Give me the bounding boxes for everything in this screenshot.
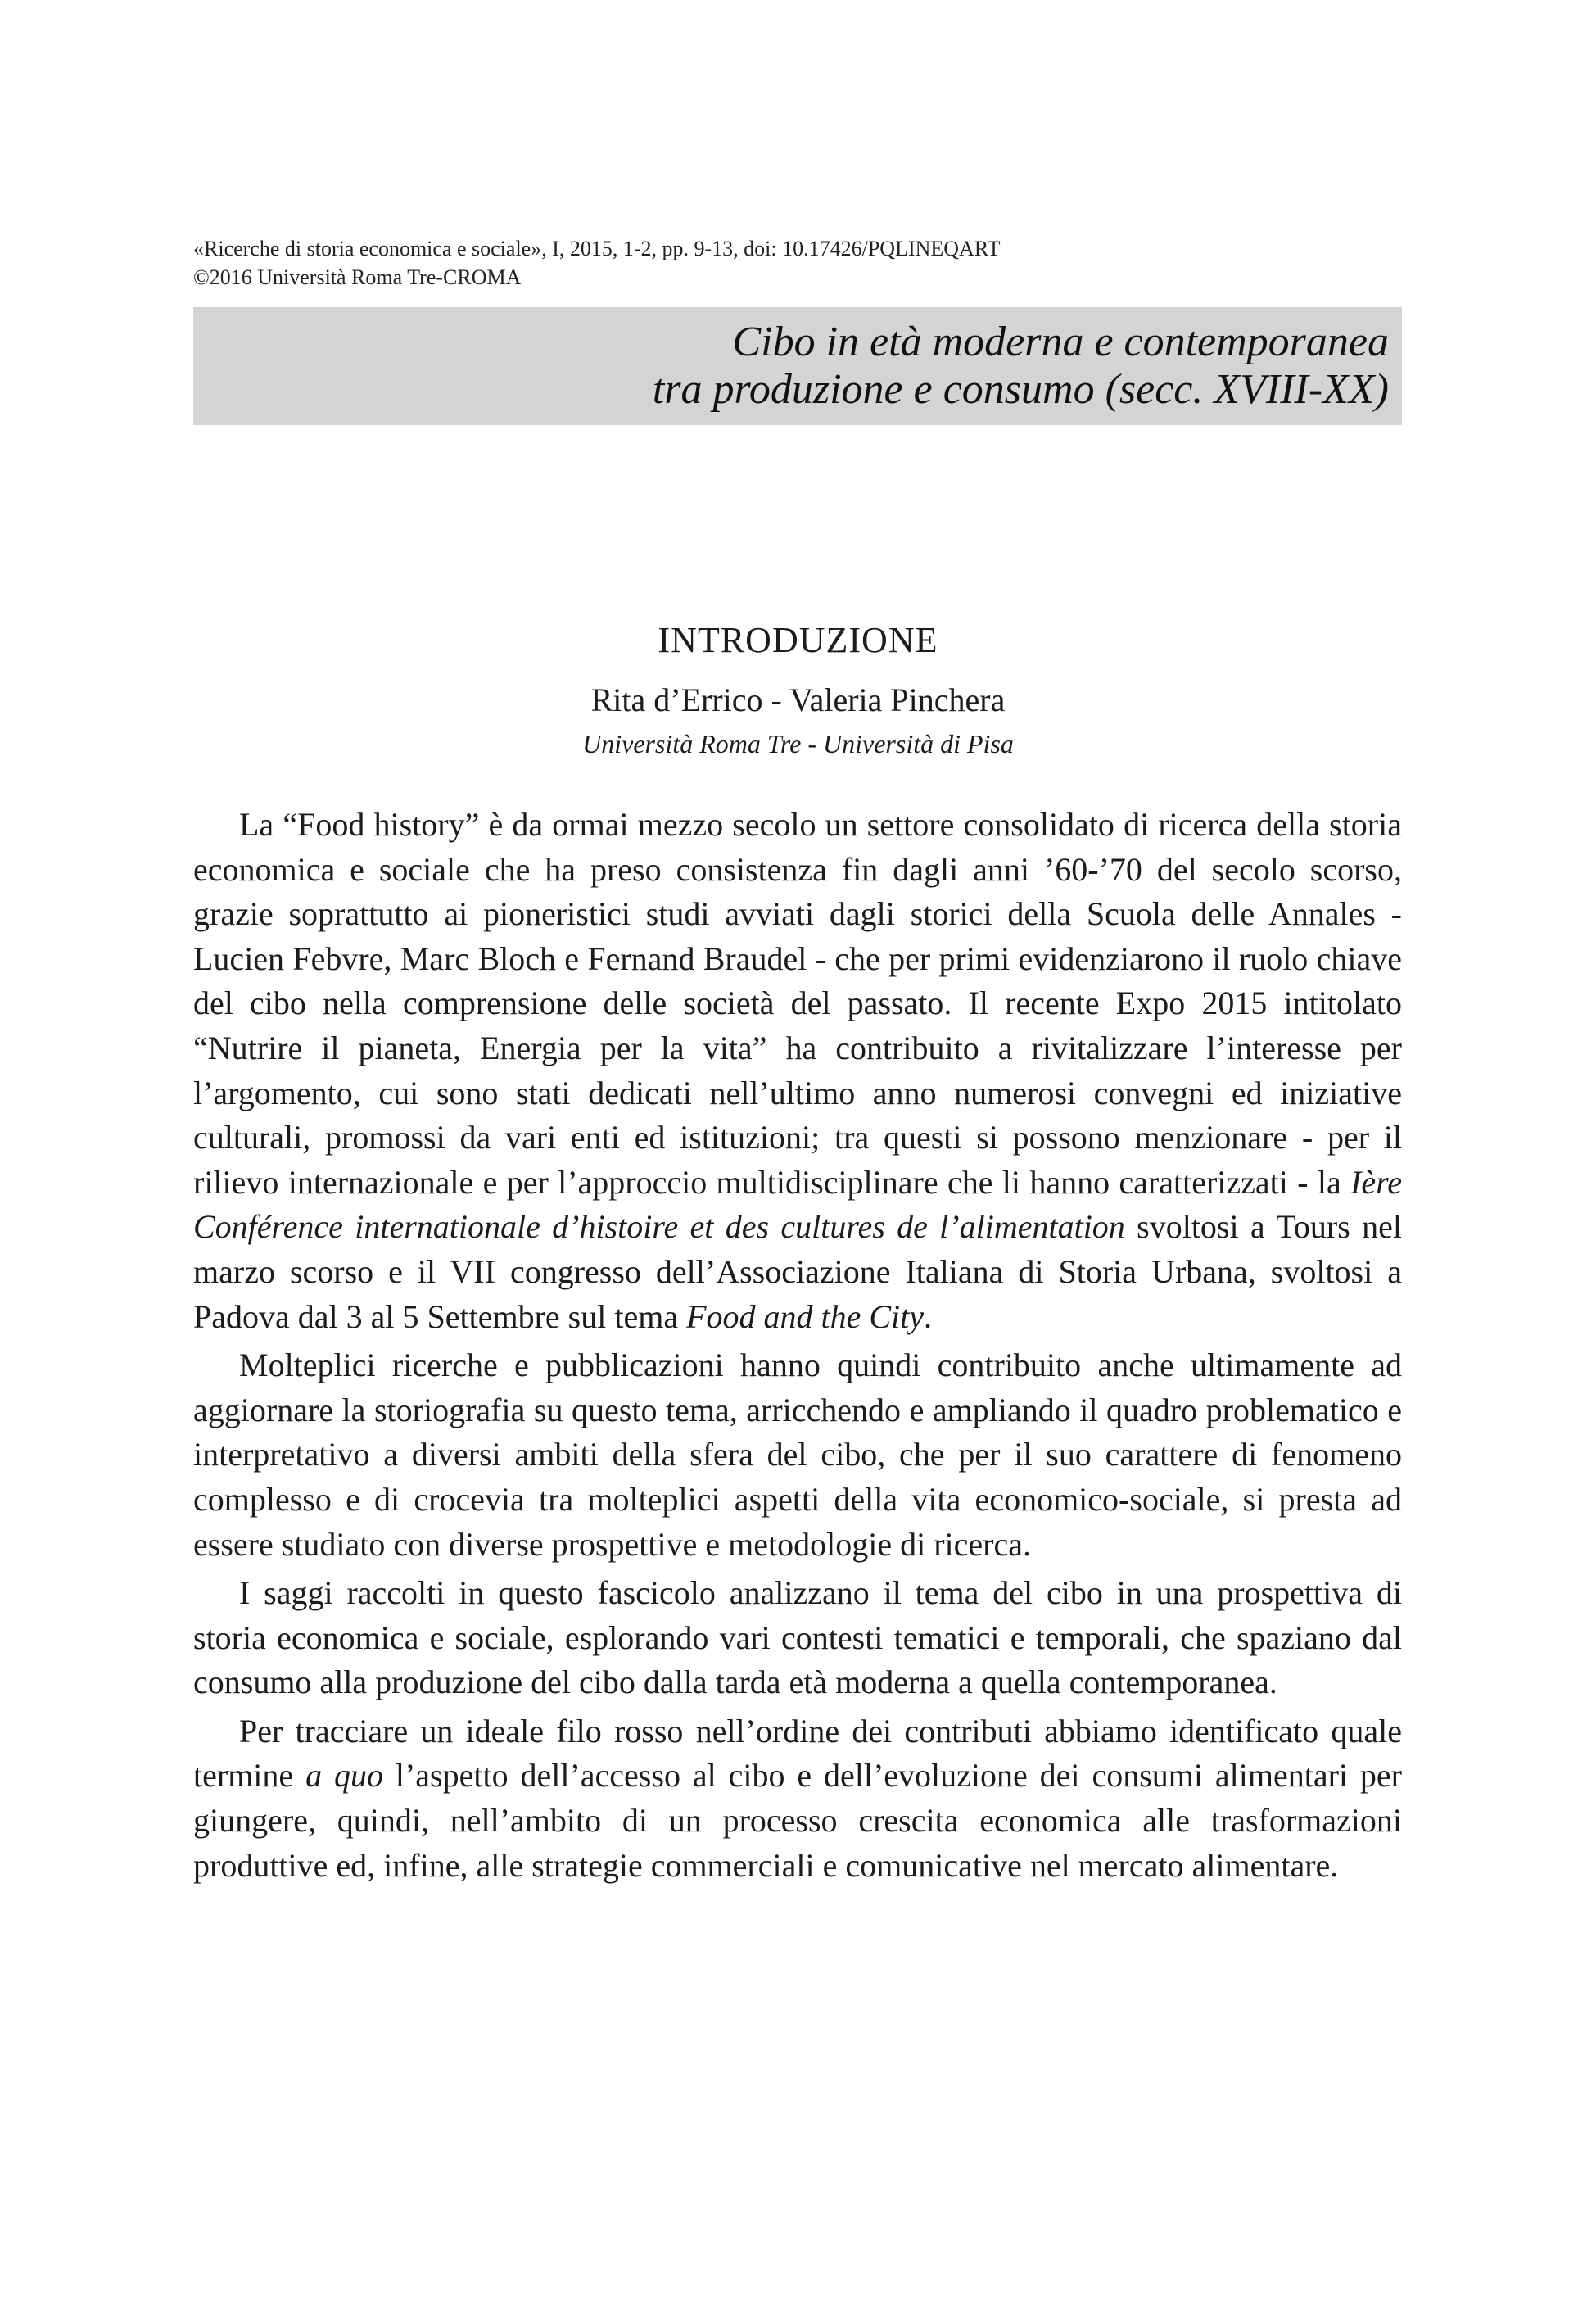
paragraph-1-text-c: .	[924, 1297, 933, 1335]
article-body	[193, 803, 1402, 1892]
paragraph-4-text-b: l’aspetto dell’accesso al cibo e dell’evoluzione dei consumi alimentari per giungere, quindi, nell’ambito di un processo crescita economica alle trasformazioni produttive ed, infine, alle strategie commerciali e comunicative nel mercato alimentare.	[193, 1757, 1402, 1884]
paragraph-1-text-a: La “Food history” è da ormai mezzo secolo un settore consolidato di ricerca della storia economica e sociale che ha preso consistenza fin dagli anni ’60-’70 del secolo scorso, grazie soprattutto ai pioneristici studi avviati dagli storici della Scuola delle Annales - Lucien Febvre, Marc Bloch e Fernand Braudel - che per primi evidenziarono il ruolo chiave del cibo nella comprensione delle società del passato. Il recente Expo 2015 intitolato “Nutrire il pianeta, Energia per la vita” ha contribuito a rivitalizzare l’interesse per l’argomento, cui sono stati dedicati nell’ultimo anno numerosi convegni ed iniziative culturali, promossi da vari enti ed istituzioni; tra questi si possono menzionare - per il rilievo internazionale e per l’approccio multidisciplinare che li hanno caratterizzati - la	[193, 806, 1402, 1201]
paragraph-2: Molteplici ricerche e pubblicazioni hanno quindi contribuito anche ultimamente ad aggiornare la storiografia su questo tema, arricchendo e ampliando il quadro problematico e interpretativo a diversi ambiti della sfera del cibo, che per il suo carattere di fenomeno complesso e di crocevia tra molteplici aspetti della vita economico-sociale, si presta ad essere studiato con diverse prospettive e metodologie di ricerca.	[193, 1347, 1402, 1563]
affiliation: Università Roma Tre - Università di Pisa	[582, 729, 1014, 758]
paragraph-1-italic-conference: Ière Conférence internationale d’histoire et des cultures de l’alimentation	[193, 1163, 1402, 1246]
paragraph-1-italic-theme: Food and the City	[686, 1297, 925, 1335]
citation-line: «Ricerche di storia economica e sociale», I, 2015, 1-2, pp. 9-13, doi: 10.17426/PQLINEQART	[193, 237, 1001, 260]
paragraph-1-text-b: svoltosi a Tours nel marzo scorso e il VII congresso dell’Associazione Italiana di Storia Urbana, svoltosi a Padova dal 3 al 5 Settembre sul tema	[193, 1208, 1402, 1335]
paragraph-1	[193, 803, 1402, 1339]
paragraph-4-italic-a-quo: a quo	[305, 1757, 383, 1795]
copyright-line: ©2016 Università Roma Tre-CROMA	[193, 265, 522, 289]
paragraph-4-text-a: Per tracciare un ideale filo rosso nell’ordine dei contributi abbiamo identificato quale termine	[193, 1712, 1402, 1795]
authors: Rita d’Errico - Valeria Pinchera	[590, 681, 1006, 718]
paragraph-4	[193, 1709, 1402, 1888]
journal-header	[193, 234, 1001, 292]
issue-title-line-2: tra produzione e consumo (secc. XVIII-XX)	[652, 366, 1389, 413]
issue-title-band	[193, 307, 1402, 425]
issue-title-line-1: Cibo in età moderna e contemporanea	[732, 319, 1389, 365]
paragraph-3: I saggi raccolti in questo fascicolo analizzano il tema del cibo in una prospettiva di storia economica e sociale, esplorando vari contesti tematici e temporali, che spaziano dal consumo alla produzione del cibo dalla tarda età moderna a quella contemporanea.	[193, 1574, 1402, 1701]
section-heading: INTRODUZIONE	[658, 620, 938, 660]
